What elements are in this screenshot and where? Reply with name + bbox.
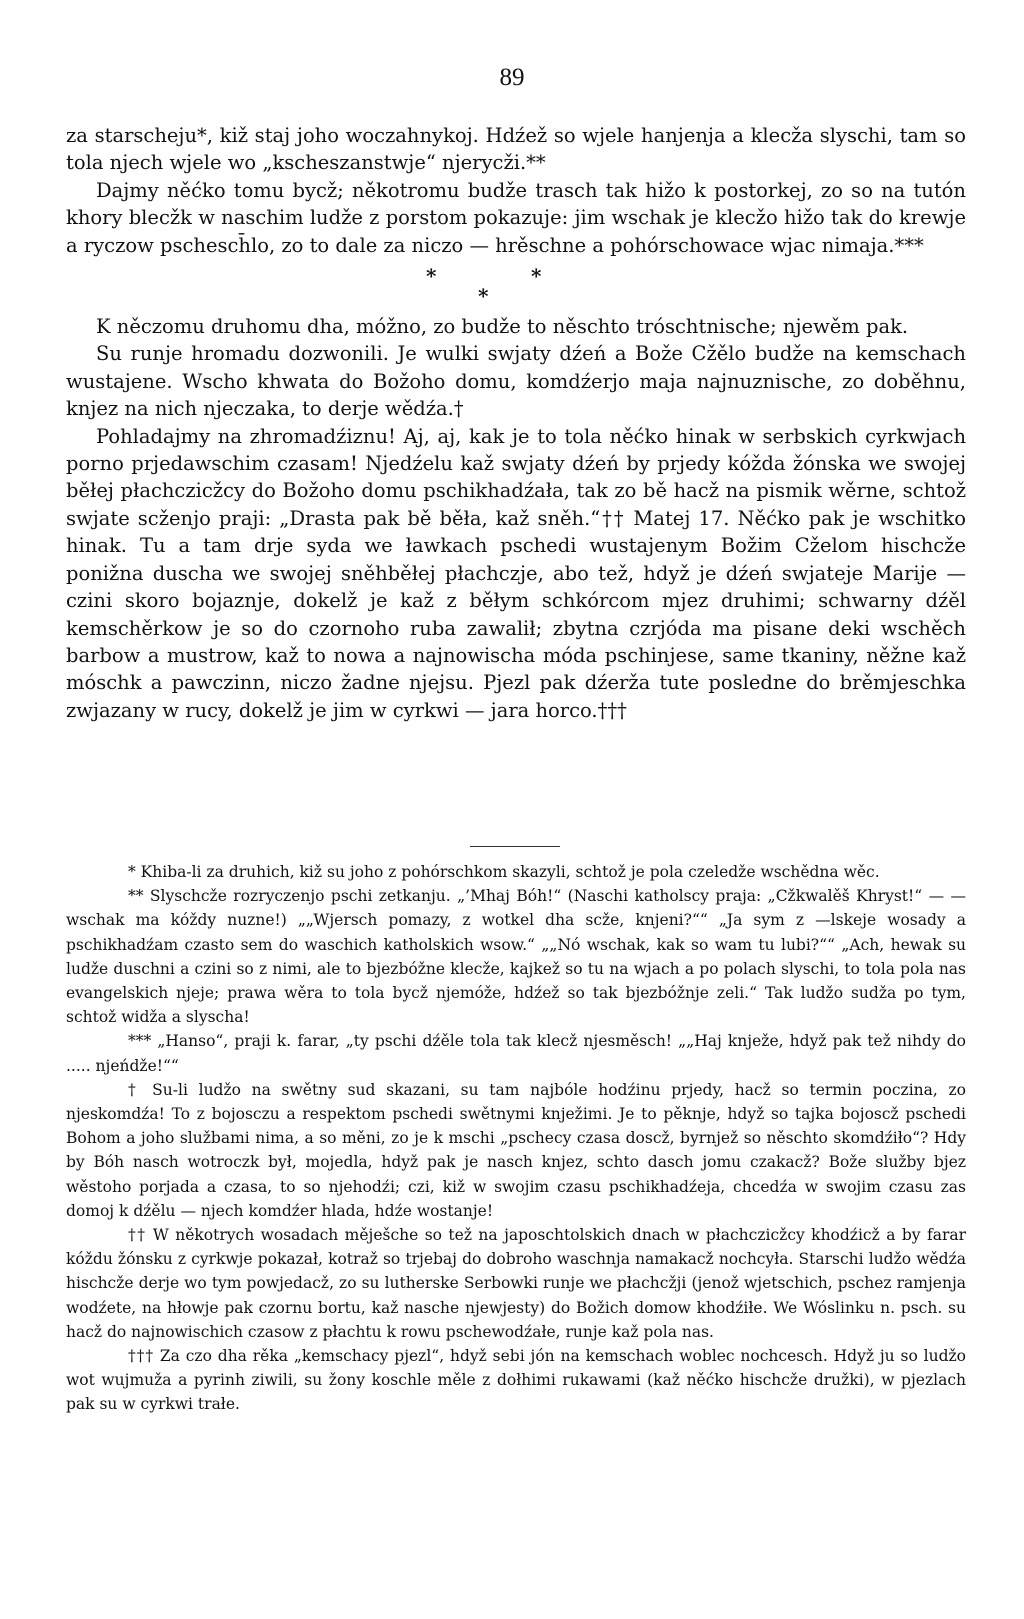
footnote: *** „Hanso“, praji k. farar, „ty pschi dźěle tola tak klecž njesměsch! „„Haj knježe, hdyž pak tež nihdy do ..... njeńdže!““ [66, 1032, 966, 1075]
footnote: ** Slyschcže rozryczenjo pschi zetkanju. „’Mhaj Bóh!“ (Naschi katholscy praja: „Cžkwalěš Khryst!“ — — wschak ma kóždy nuzne!) „„Wjersch pomazy, z wotkel dha scže, knjeni?““ „Ja sym z —lskeje wosady a pschikhadźam czasto sem do waschich katholskich wsow.“ „„Nó wschak, kak so wam tu lubi?““ „Ach, hewak su ludže duschni a czini so z nimi, ale to bjezbóžne klecže, kajkež so tu na wjach a po polach slyschi, to tola pola nas evangelskich njeje; prawa wěra to tola bycž njemóže, hdźež so tak bjezbóžnje zeli.“ Tak ludžo sudža po tym, schtož widža a slyscha! [66, 887, 966, 1027]
footnotes [66, 860, 966, 1417]
main-text [66, 122, 966, 724]
footnote: * Khiba-li za druhich, kiž su joho z pohórschkom skazyli, schtož je pola czeledže wschědna wěc. [128, 863, 880, 881]
paragraph: Su runje hromadu dozwonili. Je wulki swjaty dźeń a Bože Cžělo budže na kemschach wustajene. Wscho khwata do Božoho domu, komdźerjo maja najnuznische, zo doběhnu, knjez na nich njeczaka, to derje wědźa.† [66, 342, 966, 421]
paragraph: za starscheju*, kiž staj joho woczahnykoj. Hdźež so wjele hanjenja a klecža slyschi, tam so tola njech wjele wo „kscheszanstwje“ njerycži.** [66, 124, 966, 175]
paragraph: K něczomu druhomu dha, móžno, zo budže to něschto tróschtnische; njewěm pak. [96, 315, 909, 339]
footnote: † Su-li ludžo na swětny sud skazani, su tam najbóle hodźinu prjedy, hacž so termin poczina, zo njeskomdźa! To z bojosczu a respektom pschedi swětnymi knježimi. Je to pěknje, hdyž so tajka bojoscž pschedi Bohom a joho službami nima, a so měni, zo je k mschi „pschecy czasa doscž, byrnjež so něschto skomdźiło“? Hdy by Bóh nasch wotroczk był, mojedla, hdyž pak je nasch knjez, schto dasch jomu czakacž? Bože služby bjez wěstoho porjada a czasa, to so njehodźi; czi, kiž w swojim czasu pschikhadźeja, chcedźa w swojim czasu zas domoj k dźělu — njech komdźer hlada, hdźe wostanje! [66, 1080, 966, 1220]
footnote: ††† Za czo dha rěka „kemschacy pjezl“, hdyž sebi jón na kemschach woblec nochcesch. Hdyž ju so ludžo wot wujmuža a pyrinh ziwili, su žony koschle měle z dołhimi rukawami (kaž něćko hischcže družki), w pjezlach pak su w cyrkwi trałe. [66, 1347, 966, 1414]
footnote-divider [470, 846, 560, 847]
paragraph: Pohladajmy na zhromadźiznu! Aj, aj, kak je to tola něćko hinak w serbskich cyrkwjach porno prjedawschim czasam! Njedźelu kaž swjaty dźeń by prjedy kóžda žónska we swojej běłej płachczicžcy do Božoho domu pschikhadźała, tak zo bě hacž na pismik wěrne, schtož swjate scženjo praji: „Drasta pak bě běła, kaž sněh.“†† Matej 17. Něćko pak je wschitko hinak. Tu a tam drje syda we ławkach pschedi wustajenym Božim Cželom hischcže ponižna duscha we swojej sněhběłej płachczje, abo tež, hdyž je dźeń swjateje Marije — czini skoro bojaznje, dokelž je kaž z běłym schkórcom mjez druhimi; schwarny dźěl kemschěrkow je so do czornoho ruba zawalił; zbytna czrjóda ma pisane deki wschěch barbow a mustrow, kaž to nowa a najnowischa móda pschinjese, same tkaniny, něžne kaž móschk a pawczinn, niczo žadne njejsu. Pjezl pak dźerža tute posledne do brěmjeschka zwjazany w rucy, dokelž je jim w cyrkwi — jara horco.††† [66, 424, 966, 722]
footnote: †† W někotrych wosadach měješche so tež na japoschtolskich dnach w płachczicžcy khodźicž a by farar kóždu žónsku z cyrkwje pokazał, kotraž so trjebaj do dobroho waschnja namakacž nochcyła. Starschi ludžo wědźa hischcže derje wo tym powjedacž, zo su lutherske Serbowki runje we płachcžji (jenož wjetschich, pschez ramjenja wodźete, na hłowje pak czornu bortu, kaž nasche njewjesty) do Božich domow khodźiłe. We Wóslinku n. psch. su hacž do najnowischich czasow z płachtu k rowu pschewodźałe, runje kaž pola nas. [66, 1226, 966, 1341]
paragraph: Dajmy něćko tomu bycž; někotromu budže trasch tak hižo k postorkej, zo so na tutón khory blecžk w naschim ludže z porstom pokazuje: jim wschak je klecžo hižo tak do krewje a ryczow pschesch̄lo, zo to dale za niczo — hrěschne a pohórschowace wjac nimaja.*** [66, 178, 966, 257]
section-separator-asterisks: * * * [426, 264, 542, 309]
page-number: 89 [499, 64, 525, 91]
